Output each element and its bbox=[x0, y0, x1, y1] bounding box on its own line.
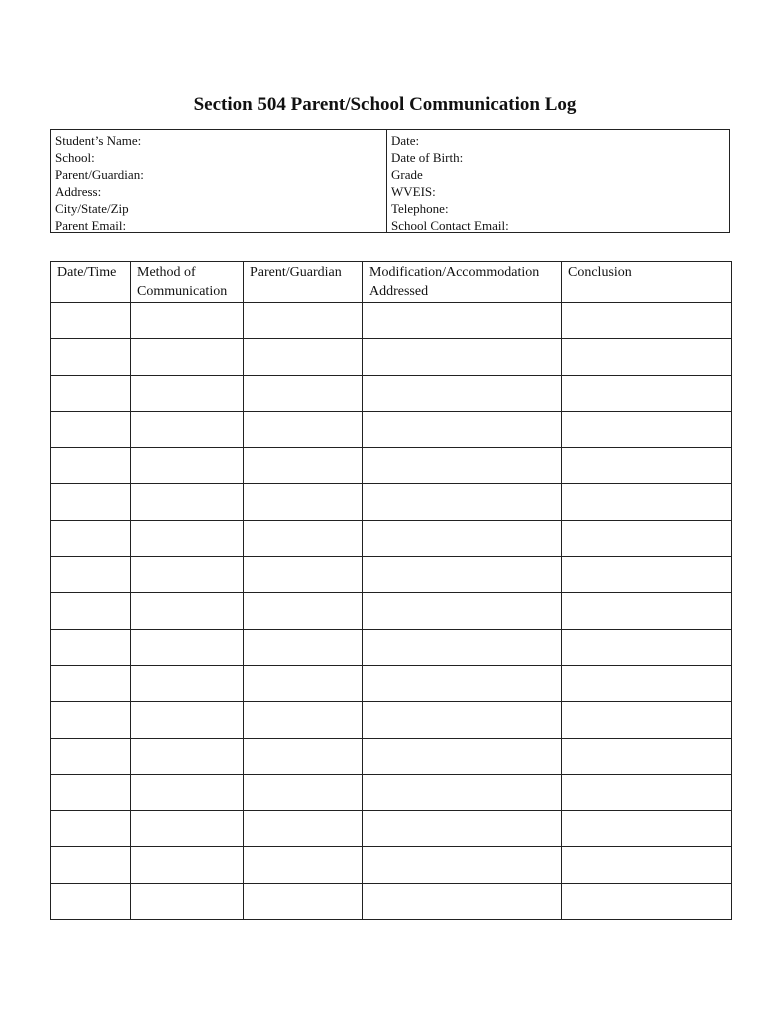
city-state-zip-label[interactable]: City/State/Zip bbox=[55, 201, 129, 216]
parent-guardian-cell[interactable] bbox=[244, 484, 363, 520]
modification-cell[interactable] bbox=[363, 774, 562, 810]
table-row bbox=[51, 702, 732, 738]
date-time-cell[interactable] bbox=[51, 375, 131, 411]
page-title: Section 504 Parent/School Communication Log bbox=[193, 94, 577, 115]
parent-guardian-cell[interactable] bbox=[244, 557, 363, 593]
wveis-label[interactable]: WVEIS: bbox=[391, 184, 436, 199]
modification-cell[interactable] bbox=[363, 375, 562, 411]
parent-guardian-label[interactable]: Parent/Guardian: bbox=[55, 167, 144, 182]
table-row bbox=[51, 629, 732, 665]
method-cell[interactable] bbox=[131, 883, 244, 919]
telephone-label[interactable]: Telephone: bbox=[391, 201, 449, 216]
address-label[interactable]: Address: bbox=[55, 184, 102, 199]
modification-cell[interactable] bbox=[363, 702, 562, 738]
conclusion-cell[interactable] bbox=[562, 520, 732, 556]
grade-label[interactable]: Grade bbox=[391, 167, 423, 182]
student-info-left-column bbox=[51, 130, 387, 232]
parent-guardian-cell[interactable] bbox=[244, 411, 363, 447]
parent-guardian-cell[interactable] bbox=[244, 665, 363, 701]
date-time-cell[interactable] bbox=[51, 303, 131, 339]
conclusion-cell[interactable] bbox=[562, 738, 732, 774]
parent-guardian-cell[interactable] bbox=[244, 738, 363, 774]
table-row bbox=[51, 557, 732, 593]
modification-cell[interactable] bbox=[363, 593, 562, 629]
date-time-cell[interactable] bbox=[51, 411, 131, 447]
table-row bbox=[51, 303, 732, 339]
modification-cell[interactable] bbox=[363, 811, 562, 847]
table-row bbox=[51, 665, 732, 701]
method-cell[interactable] bbox=[131, 339, 244, 375]
table-row bbox=[51, 411, 732, 447]
student-info-box bbox=[50, 129, 730, 233]
method-cell[interactable] bbox=[131, 520, 244, 556]
conclusion-cell[interactable] bbox=[562, 629, 732, 665]
date-time-cell[interactable] bbox=[51, 484, 131, 520]
conclusion-cell[interactable] bbox=[562, 702, 732, 738]
parent-guardian-cell[interactable] bbox=[244, 339, 363, 375]
method-cell[interactable] bbox=[131, 448, 244, 484]
method-cell[interactable] bbox=[131, 411, 244, 447]
date-time-cell[interactable] bbox=[51, 883, 131, 919]
date-time-cell[interactable] bbox=[51, 520, 131, 556]
conclusion-cell[interactable] bbox=[562, 557, 732, 593]
header-modification-accommodation: Modification/Accommodation Addressed bbox=[363, 262, 562, 303]
table-row bbox=[51, 738, 732, 774]
parent-guardian-cell[interactable] bbox=[244, 375, 363, 411]
conclusion-cell[interactable] bbox=[562, 811, 732, 847]
date-time-cell[interactable] bbox=[51, 811, 131, 847]
table-row bbox=[51, 593, 732, 629]
method-cell[interactable] bbox=[131, 811, 244, 847]
table-row bbox=[51, 520, 732, 556]
parent-guardian-cell[interactable] bbox=[244, 303, 363, 339]
table-row bbox=[51, 811, 732, 847]
conclusion-cell[interactable] bbox=[562, 339, 732, 375]
date-time-cell[interactable] bbox=[51, 629, 131, 665]
date-time-cell[interactable] bbox=[51, 557, 131, 593]
parent-guardian-cell[interactable] bbox=[244, 629, 363, 665]
conclusion-cell[interactable] bbox=[562, 484, 732, 520]
method-cell[interactable] bbox=[131, 665, 244, 701]
method-cell[interactable] bbox=[131, 738, 244, 774]
conclusion-cell[interactable] bbox=[562, 774, 732, 810]
date-time-cell[interactable] bbox=[51, 847, 131, 883]
conclusion-cell[interactable] bbox=[562, 593, 732, 629]
modification-cell[interactable] bbox=[363, 557, 562, 593]
date-time-cell[interactable] bbox=[51, 448, 131, 484]
modification-cell[interactable] bbox=[363, 883, 562, 919]
table-row bbox=[51, 774, 732, 810]
parent-guardian-cell[interactable] bbox=[244, 847, 363, 883]
modification-cell[interactable] bbox=[363, 339, 562, 375]
parent-guardian-cell[interactable] bbox=[244, 593, 363, 629]
conclusion-cell[interactable] bbox=[562, 448, 732, 484]
modification-cell[interactable] bbox=[363, 847, 562, 883]
conclusion-cell[interactable] bbox=[562, 665, 732, 701]
conclusion-cell[interactable] bbox=[562, 883, 732, 919]
table-row bbox=[51, 847, 732, 883]
conclusion-cell[interactable] bbox=[562, 375, 732, 411]
student-info-right-column bbox=[387, 130, 729, 232]
header-method-of-communication: Method of Communication bbox=[131, 262, 244, 303]
header-conclusion: Conclusion bbox=[562, 262, 732, 303]
date-label[interactable]: Date: bbox=[391, 133, 420, 148]
date-time-cell[interactable] bbox=[51, 774, 131, 810]
modification-cell[interactable] bbox=[363, 303, 562, 339]
date-time-cell[interactable] bbox=[51, 738, 131, 774]
method-cell[interactable] bbox=[131, 303, 244, 339]
method-cell[interactable] bbox=[131, 629, 244, 665]
method-cell[interactable] bbox=[131, 484, 244, 520]
conclusion-cell[interactable] bbox=[562, 847, 732, 883]
modification-cell[interactable] bbox=[363, 448, 562, 484]
table-row bbox=[51, 339, 732, 375]
conclusion-cell[interactable] bbox=[562, 411, 732, 447]
method-cell[interactable] bbox=[131, 847, 244, 883]
modification-cell[interactable] bbox=[363, 665, 562, 701]
header-parent-guardian: Parent/Guardian bbox=[244, 262, 363, 303]
method-cell[interactable] bbox=[131, 375, 244, 411]
date-time-cell[interactable] bbox=[51, 593, 131, 629]
date-time-cell[interactable] bbox=[51, 339, 131, 375]
parent-guardian-cell[interactable] bbox=[244, 811, 363, 847]
communication-log-table bbox=[50, 261, 732, 920]
school-label[interactable]: School: bbox=[55, 150, 95, 165]
student-name-label[interactable]: Student’s Name: bbox=[55, 133, 142, 148]
date-time-cell[interactable] bbox=[51, 665, 131, 701]
conclusion-cell[interactable] bbox=[562, 303, 732, 339]
parent-guardian-cell[interactable] bbox=[244, 448, 363, 484]
modification-cell[interactable] bbox=[363, 738, 562, 774]
table-row bbox=[51, 883, 732, 919]
table-row bbox=[51, 484, 732, 520]
school-contact-email-label[interactable]: School Contact Email: bbox=[391, 218, 509, 233]
table-row bbox=[51, 448, 732, 484]
parent-email-label[interactable]: Parent Email: bbox=[55, 218, 127, 233]
method-cell[interactable] bbox=[131, 557, 244, 593]
modification-cell[interactable] bbox=[363, 484, 562, 520]
method-cell[interactable] bbox=[131, 702, 244, 738]
parent-guardian-cell[interactable] bbox=[244, 520, 363, 556]
modification-cell[interactable] bbox=[363, 520, 562, 556]
date-time-cell[interactable] bbox=[51, 702, 131, 738]
log-header-row bbox=[51, 262, 732, 303]
log-body bbox=[51, 303, 732, 920]
parent-guardian-cell[interactable] bbox=[244, 702, 363, 738]
parent-guardian-cell[interactable] bbox=[244, 883, 363, 919]
header-date-time: Date/Time bbox=[51, 262, 131, 303]
parent-guardian-cell[interactable] bbox=[244, 774, 363, 810]
date-of-birth-label[interactable]: Date of Birth: bbox=[391, 150, 464, 165]
modification-cell[interactable] bbox=[363, 411, 562, 447]
table-row bbox=[51, 375, 732, 411]
method-cell[interactable] bbox=[131, 774, 244, 810]
modification-cell[interactable] bbox=[363, 629, 562, 665]
method-cell[interactable] bbox=[131, 593, 244, 629]
